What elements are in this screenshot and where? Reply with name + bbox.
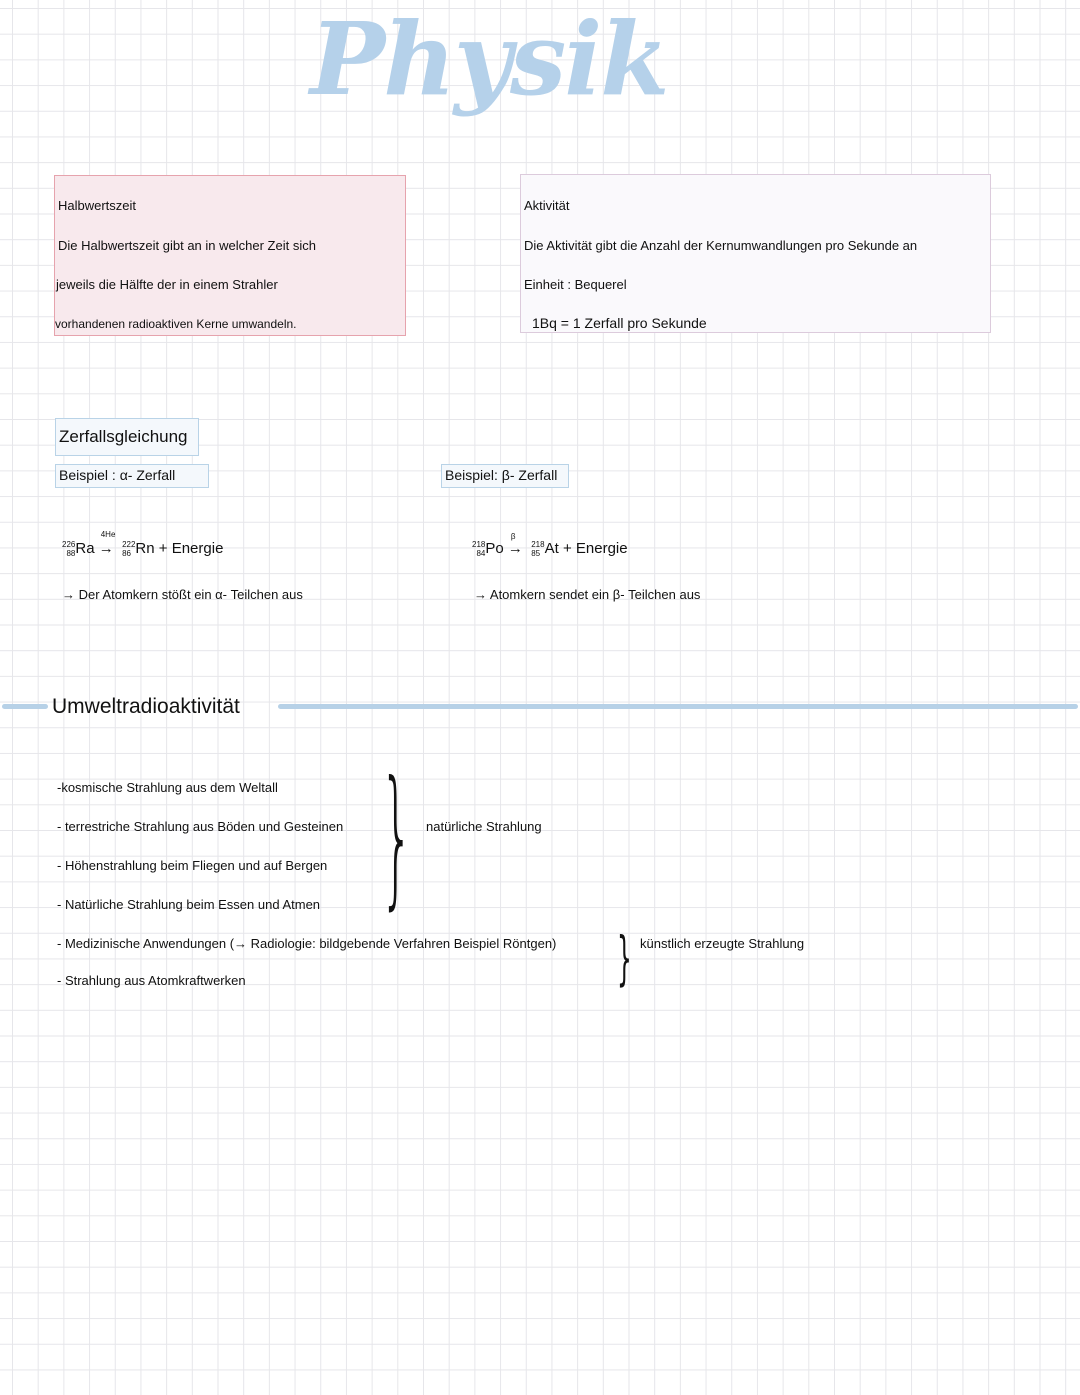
page-title: Physik bbox=[310, 0, 668, 118]
halbwertszeit-heading: Halbwertszeit bbox=[58, 198, 137, 213]
brace-icon: } bbox=[617, 924, 632, 992]
atomic-number: 86 bbox=[122, 549, 131, 559]
zerfallsgleichung-heading: Zerfallsgleichung bbox=[55, 418, 199, 456]
beta-equation bbox=[472, 532, 628, 559]
aktivitaet-line: Die Aktivität gibt die Anzahl der Kernumwandlungen pro Sekunde an bbox=[524, 238, 918, 253]
halbwertszeit-line: Die Halbwertszeit gibt an in welcher Zeit sich bbox=[58, 238, 316, 253]
artificial-source-item: - Medizinische Anwendungen (→ Radiologie: bildgebende Verfahren Beispiel Röntgen) bbox=[57, 936, 557, 951]
element-symbol: At bbox=[544, 540, 559, 557]
brace-icon: } bbox=[380, 750, 414, 924]
alpha-equation bbox=[62, 530, 224, 559]
natural-source-item: -kosmische Strahlung aus dem Weltall bbox=[57, 780, 278, 795]
element-symbol: Rn bbox=[135, 540, 155, 557]
atomic-number: 85 bbox=[531, 549, 541, 559]
alpha-example-label: Beispiel : α- Zerfall bbox=[55, 464, 209, 488]
aktivitaet-line: Einheit : Bequerel bbox=[524, 277, 627, 292]
umwelt-heading: Umweltradioaktivität bbox=[52, 695, 240, 718]
natural-source-item: - Höhenstrahlung beim Fliegen und auf Bergen bbox=[57, 858, 328, 873]
halbwertszeit-line: jeweils die Hälfte der in einem Strahler bbox=[56, 277, 278, 292]
artificial-source-item: - Strahlung aus Atomkraftwerken bbox=[57, 973, 246, 988]
mass-number: 4 bbox=[100, 530, 106, 539]
atomic-number: 84 bbox=[476, 549, 486, 559]
element-symbol: Ra bbox=[75, 540, 95, 557]
natural-source-item: - terrestriche Strahlung aus Böden und Gesteinen bbox=[57, 819, 344, 834]
element-symbol: Po bbox=[485, 540, 504, 557]
section-divider bbox=[278, 704, 1078, 709]
halbwertszeit-line: vorhandenen radioaktiven Kerne umwandeln. bbox=[55, 317, 297, 331]
aktivitaet-box bbox=[520, 174, 991, 333]
energy-term: + Energie bbox=[158, 540, 224, 557]
aktivitaet-line: 1Bq = 1 Zerfall pro Sekunde bbox=[532, 315, 707, 331]
mass-number: 222 bbox=[122, 540, 136, 550]
atomic-number: 88 bbox=[66, 549, 76, 559]
mass-number: 218 bbox=[531, 540, 545, 550]
energy-term: + Energie bbox=[562, 540, 628, 557]
mass-number: 218 bbox=[472, 540, 486, 550]
particle-symbol: He bbox=[105, 530, 116, 539]
beta-note: → Atomkern sendet ein β- Teilchen aus bbox=[474, 587, 701, 602]
beta-example-label: Beispiel: β- Zerfall bbox=[441, 464, 569, 488]
alpha-note: → Der Atomkern stößt ein α- Teilchen aus bbox=[62, 587, 303, 602]
particle-symbol: β bbox=[510, 532, 516, 541]
arrow-icon: → bbox=[98, 540, 114, 557]
arrow-icon: → bbox=[507, 540, 523, 557]
aktivitaet-heading: Aktivität bbox=[524, 198, 570, 213]
natural-source-item: - Natürliche Strahlung beim Essen und Atmen bbox=[57, 897, 321, 912]
natural-label: natürliche Strahlung bbox=[426, 819, 542, 834]
mass-number: 226 bbox=[62, 540, 76, 550]
section-divider bbox=[2, 704, 48, 709]
artificial-label: künstlich erzeugte Strahlung bbox=[640, 936, 805, 951]
